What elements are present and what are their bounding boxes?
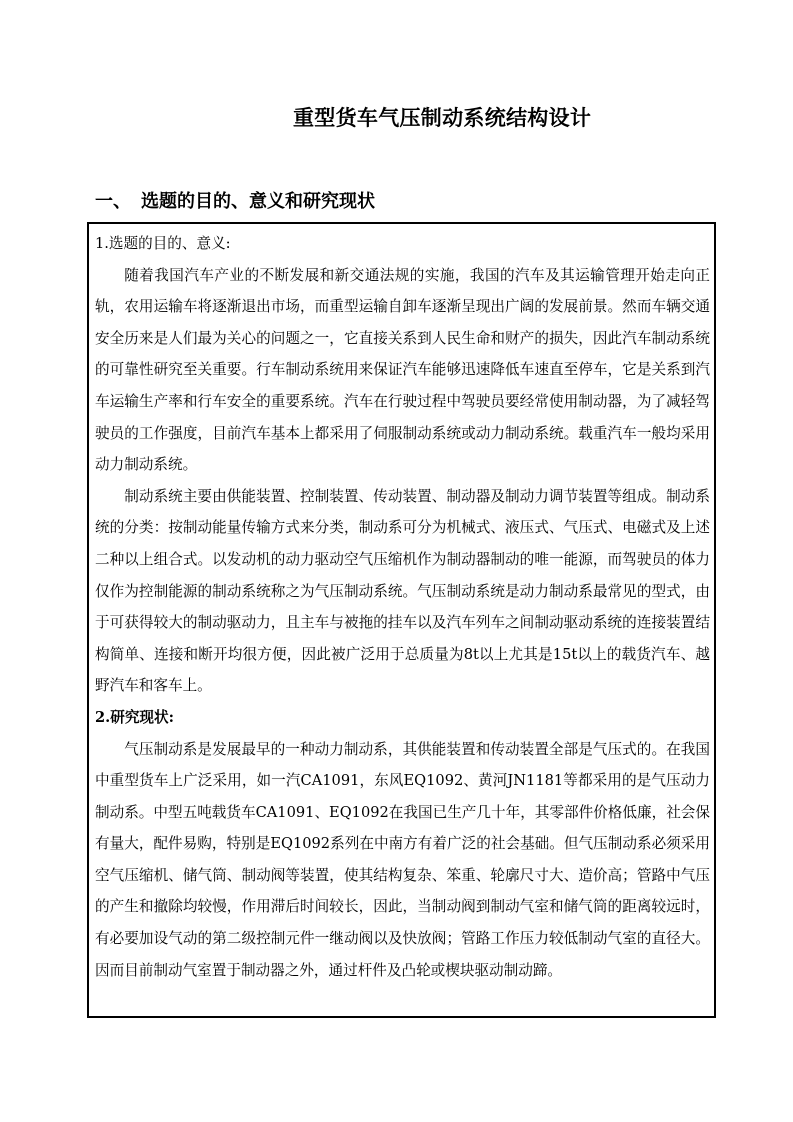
status-heading: 2.研究现状: [95, 708, 174, 726]
status-paragraph-1 [95, 734, 710, 987]
status-paragraph-1-text: 气压制动系是发展最早的一种动力制动系，其供能装置和传动装置全部是气压式的。在我国中重型货车上广泛采用，如一汽CA1091，东风EQ1092、黄河JN1181等都采用的是气压动力制动系。中型五吨载货车CA1091、EQ1092在我国已生产几十年，其零部件价格低廉，社会保有量大，配件易购，特别是EQ1092系列在中南方有着广泛的社会基础。但气压制动系必须采用空气压缩机、储气筒、制动阀等装置，使其结构复杂、笨重、轮廓尺寸大、造价高；管路中气压的产生和撤除均较慢，作用滞后时间较长，因此，当制动阀到制动气室和储气筒的距离较远时，有必要加设气动的第二级控制元件一继动阀以及快放阀；管路工作压力较低制动气室的直径大。因而目前制动气室置于制动器之外，通过杆件及凸轮或楔块驱动制动蹄。 [95, 740, 710, 979]
purpose-heading: 1.选题的目的、意义: [95, 235, 231, 252]
purpose-paragraph-2-text: 制动系统主要由供能装置、控制装置、传动装置、制动器及制动力调节装置等组成。制动系统的分类：按制动能量传输方式来分类，制动系可分为机械式、液压式、气压式、电磁式及上述二种以上组合式。以发动机的动力驱动空气压缩机作为制动器制动的唯一能源，而驾驶员的体力仅作为控制能源的制动系统称之为气压制动系统。气压制动系统是动力制动系最常见的型式，由于可获得较大的制动驱动力，且主车与被拖的挂车以及汽车列车之间制动驱动系统的连接装置结构简单、连接和断开均很方便，因此被广泛用于总质量为8t以上尤其是15t以上的载货汽车、越野汽车和客车上。 [95, 487, 710, 695]
purpose-paragraph-2 [95, 481, 710, 702]
purpose-paragraph-1 [95, 260, 710, 481]
purpose-paragraph-1-text: 随着我国汽车产业的不断发展和新交通法规的实施，我国的汽车及其运输管理开始走向正轨，农用运输车将逐渐退出市场，而重型运输自卸车逐渐呈现出广阔的发展前景。然而车辆交通安全历来是人们最为关心的问题之一，它直接关系到人民生命和财产的损失，因此汽车制动系统的可靠性研究至关重要。行车制动系统用来保证汽车能够迅速降低车速直至停车，它是关系到汽车运输生产率和行车安全的重要系统。汽车在行驶过程中驾驶员要经常使用制动器，为了减轻驾驶员的工作强度，目前汽车基本上都采用了伺服制动系统或动力制动系统。载重汽车一般均采用动力制动系统。 [95, 266, 710, 474]
document-title: 重型货车气压制动系统结构设计 [293, 105, 592, 130]
section-heading [95, 187, 375, 213]
section-heading-text: 选题的目的、意义和研究现状 [141, 191, 375, 212]
section-number: 一、 [95, 191, 131, 212]
content-box [87, 222, 716, 1018]
content-box-body [95, 228, 710, 986]
